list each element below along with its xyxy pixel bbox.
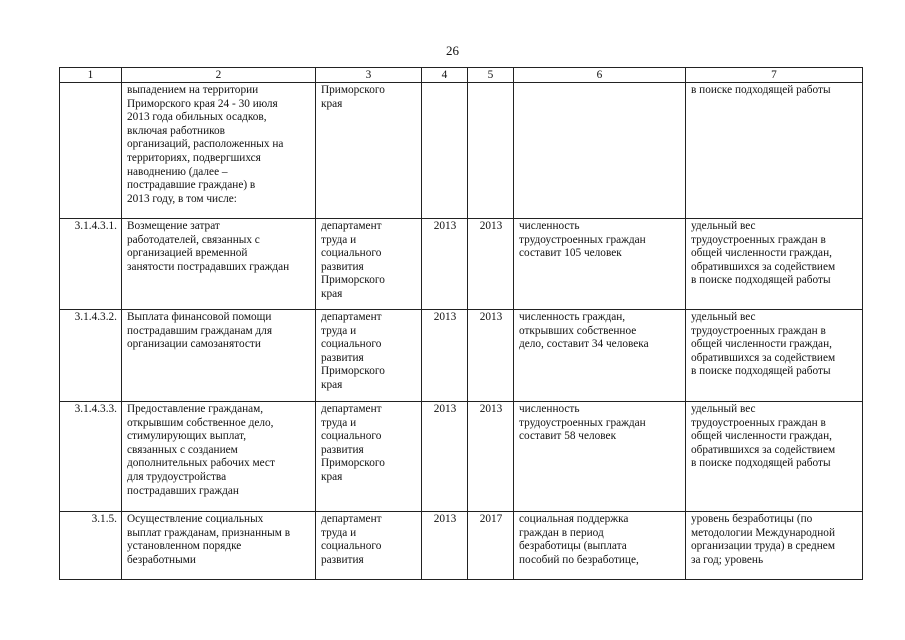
start-year-cell: 2013 (422, 310, 468, 402)
start-year-cell (422, 83, 468, 219)
column-number-row (60, 68, 863, 83)
column-header: 6 (514, 68, 686, 83)
executor-cell: департамент труда и социального развития Приморского края (316, 219, 422, 310)
column-header: 2 (122, 68, 316, 83)
indicator-cell: удельный вес трудоустроенных граждан в общей численности граждан, обратившихся за содействием в поиске подходящей работы (686, 310, 863, 402)
start-year-cell: 2013 (422, 512, 468, 580)
table-row (60, 83, 863, 219)
item-code: 3.1.4.3.1. (60, 219, 122, 310)
indicator-cell: удельный вес трудоустроенных граждан в общей численности граждан, обратившихся за содействием в поиске подходящей работы (686, 219, 863, 310)
column-header: 3 (316, 68, 422, 83)
page-number: 26 (446, 43, 459, 58)
table-row (60, 402, 863, 512)
column-header: 4 (422, 68, 468, 83)
column-header: 5 (468, 68, 514, 83)
activity-cell: Возмещение затрат работодателей, связанных с организацией временной занятости пострадавших граждан (122, 219, 316, 310)
end-year-cell (468, 83, 514, 219)
item-code: 3.1.4.3.2. (60, 310, 122, 402)
table-row (60, 512, 863, 580)
end-year-cell: 2013 (468, 310, 514, 402)
item-code (60, 83, 122, 219)
result-cell: социальная поддержка граждан в период безработицы (выплата пособий по безработице, (514, 512, 686, 580)
executor-cell: департамент труда и социального развития Приморского края (316, 402, 422, 512)
end-year-cell: 2017 (468, 512, 514, 580)
result-cell (514, 83, 686, 219)
item-code: 3.1.4.3.3. (60, 402, 122, 512)
table-row (60, 310, 863, 402)
executor-cell: департамент труда и социального развития (316, 512, 422, 580)
indicator-cell: уровень безработицы (по методологии Международной организации труда) в среднем за год; уровень (686, 512, 863, 580)
indicator-cell: удельный вес трудоустроенных граждан в общей численности граждан, обратившихся за содействием в поиске подходящей работы (686, 402, 863, 512)
end-year-cell: 2013 (468, 219, 514, 310)
indicator-cell: в поиске подходящей работы (686, 83, 863, 219)
table-row (60, 219, 863, 310)
activity-cell: Предоставление гражданам, открывшим собственное дело, стимулирующих выплат, связанных с созданием дополнительных рабочих мест для трудоустройства пострадавших граждан (122, 402, 316, 512)
start-year-cell: 2013 (422, 402, 468, 512)
item-code: 3.1.5. (60, 512, 122, 580)
column-header: 7 (686, 68, 863, 83)
end-year-cell: 2013 (468, 402, 514, 512)
executor-cell: департамент труда и социального развития Приморского края (316, 310, 422, 402)
activity-cell: выпадением на территории Приморского края 24 - 30 июля 2013 года обильных осадков, включая работников организаций, расположенных на территориях, подвергшихся наводнению (далее – пострадавшие граждане) в 2013 году, в том числе: (122, 83, 316, 219)
result-cell: численность трудоустроенных граждан составит 105 человек (514, 219, 686, 310)
program-activities-table (59, 67, 863, 580)
executor-cell: Приморского края (316, 83, 422, 219)
column-header: 1 (60, 68, 122, 83)
activity-cell: Осуществление социальных выплат гражданам, признанным в установленном порядке безработными (122, 512, 316, 580)
result-cell: численность граждан, открывших собственное дело, составит 34 человека (514, 310, 686, 402)
result-cell: численность трудоустроенных граждан составит 58 человек (514, 402, 686, 512)
activity-cell: Выплата финансовой помощи пострадавшим гражданам для организации самозанятости (122, 310, 316, 402)
start-year-cell: 2013 (422, 219, 468, 310)
